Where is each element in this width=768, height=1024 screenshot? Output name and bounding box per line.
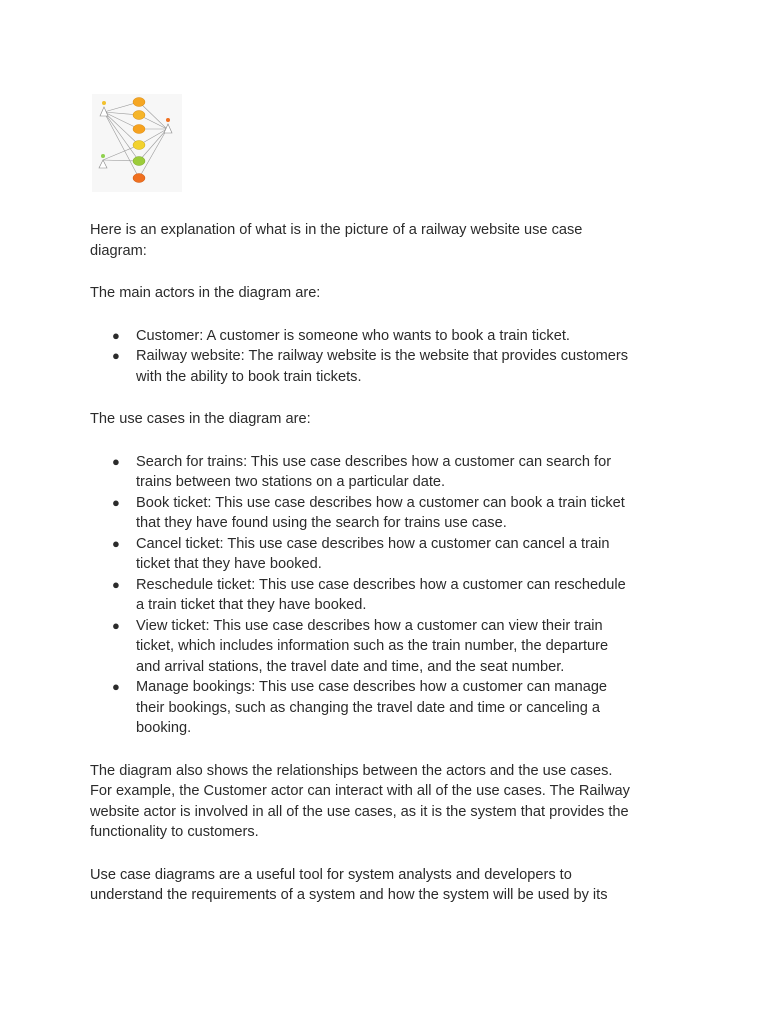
use-case-diagram-image	[92, 94, 182, 192]
bullet-icon: ●	[112, 535, 120, 551]
closing-paragraph: Use case diagrams are a useful tool for system analysts and developers to understand the requirements of a system and how the system will be used by its	[90, 866, 608, 903]
list-item	[90, 326, 635, 347]
list-item	[90, 575, 635, 616]
document-body	[90, 220, 635, 906]
use-case-item-text: View ticket: This use case describes how a customer can view their train ticket, which includes information such as the train number, the departure and arrival stations, the travel date and time, and the seat number.	[136, 617, 609, 675]
list-item	[90, 346, 635, 387]
list-item	[90, 452, 635, 493]
use-case-item-text: Reschedule ticket: This use case describes how a customer can reschedule a train ticket that they have booked.	[136, 576, 626, 613]
list-item	[90, 493, 635, 534]
bullet-icon: ●	[112, 679, 120, 694]
intro-paragraph: Here is an explanation of what is in the picture of a railway website use case diagram:	[90, 222, 583, 259]
actor-secondary-icon	[99, 154, 107, 168]
use-case-item-text: Book ticket: This use case describes how a customer can book a train ticket that they have found using the search for trains use case.	[136, 494, 625, 531]
use-case-item-text: Search for trains: This use case describes how a customer can search for trains between two stations on a particular date.	[136, 453, 612, 490]
list-item	[90, 534, 635, 575]
actor-railway-website-icon	[164, 118, 172, 133]
use-cases-heading: The use cases in the diagram are:	[90, 411, 311, 427]
list-item	[90, 677, 635, 739]
relationships-paragraph: The diagram also shows the relationships between the actors and the use cases. For example, the Customer actor can interact with all of the use cases. The Railway website actor is involved in all of the use cases, as it is the system that provides the functionality to customers.	[90, 762, 630, 840]
actor-item-text: Customer: A customer is someone who wants to book a train ticket.	[136, 327, 570, 344]
bullet-icon: ●	[112, 348, 120, 363]
bullet-icon: ●	[112, 453, 120, 469]
use-case-item-text: Manage bookings: This use case describes how a customer can manage their bookings, such as changing the travel date and time or canceling a booking.	[136, 679, 608, 736]
actor-customer-icon	[100, 101, 108, 116]
use-case-diagram-icon	[92, 94, 182, 192]
bullet-icon: ●	[112, 576, 120, 592]
actors-heading: The main actors in the diagram are:	[90, 285, 321, 301]
actors-list	[90, 326, 635, 388]
use-case-item-text: Cancel ticket: This use case describes how a customer can cancel a train ticket that they have booked.	[136, 535, 610, 572]
bullet-icon: ●	[112, 494, 120, 510]
use-cases-list	[90, 452, 635, 739]
bullet-icon: ●	[112, 327, 120, 343]
list-item	[90, 616, 635, 678]
bullet-icon: ●	[112, 617, 120, 633]
actor-item-text: Railway website: The railway website is the website that provides customers with the ability to book train tickets.	[136, 348, 629, 385]
